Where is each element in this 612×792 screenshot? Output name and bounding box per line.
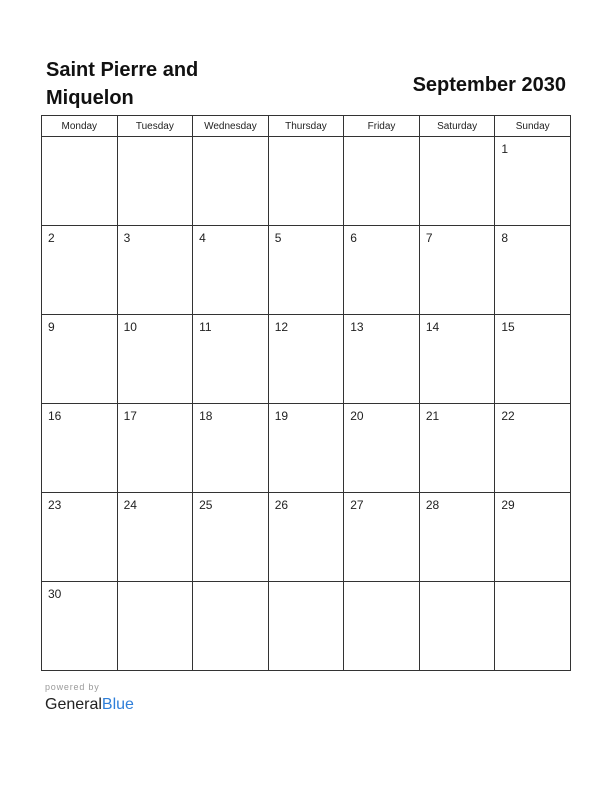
day-cell <box>42 582 118 671</box>
day-number: 22 <box>501 409 515 423</box>
day-number: 15 <box>501 320 515 334</box>
day-cell <box>495 137 571 226</box>
day-number: 29 <box>501 498 515 512</box>
day-number: 20 <box>350 409 364 423</box>
logo-general: General <box>45 696 102 713</box>
day-number: 25 <box>199 498 213 512</box>
day-number: 26 <box>274 498 289 512</box>
day-number: 23 <box>48 498 62 512</box>
day-cell <box>344 226 420 315</box>
day-number: 17 <box>123 409 137 423</box>
day-cell <box>419 582 495 671</box>
logo-blue: Blue <box>101 696 134 713</box>
day-cell <box>117 582 193 671</box>
day-number: 6 <box>350 231 357 245</box>
day-number: 11 <box>199 320 212 334</box>
day-cell <box>419 137 495 226</box>
footer <box>45 682 134 715</box>
day-number: 9 <box>48 320 55 334</box>
day-number <box>420 137 495 142</box>
day-cell <box>193 226 269 315</box>
day-cell <box>268 137 344 226</box>
day-cell <box>268 404 344 493</box>
day-cell <box>117 226 193 315</box>
day-cell <box>495 404 571 493</box>
day-cell <box>344 315 420 404</box>
day-cell <box>344 137 420 226</box>
day-cell <box>495 226 571 315</box>
week-row <box>42 582 571 671</box>
day-number: 3 <box>123 231 131 245</box>
day-cell <box>193 582 269 671</box>
weekday-tuesday: Tuesday <box>117 116 193 137</box>
day-cell <box>193 315 269 404</box>
day-number: 12 <box>274 320 289 334</box>
day-number <box>495 582 570 587</box>
day-number: 5 <box>274 231 282 245</box>
day-cell <box>193 493 269 582</box>
day-cell <box>268 582 344 671</box>
day-number: 24 <box>123 498 137 512</box>
day-number: 19 <box>274 409 289 423</box>
day-number <box>420 582 495 587</box>
day-cell <box>495 493 571 582</box>
day-number <box>193 137 268 142</box>
day-number: 7 <box>425 231 433 245</box>
day-cell <box>42 137 118 226</box>
day-number: 4 <box>199 231 206 245</box>
day-cell <box>42 493 118 582</box>
week-row <box>42 404 571 493</box>
day-cell <box>495 315 571 404</box>
day-cell <box>193 137 269 226</box>
day-cell <box>117 493 193 582</box>
weekday-thursday: Thursday <box>268 116 344 137</box>
weekday-sunday: Sunday <box>495 116 571 137</box>
day-cell <box>268 493 344 582</box>
day-number <box>42 137 117 142</box>
day-cell <box>495 582 571 671</box>
day-cell <box>419 226 495 315</box>
day-cell <box>344 404 420 493</box>
day-cell <box>42 315 118 404</box>
day-number: 28 <box>425 498 440 512</box>
week-row <box>42 493 571 582</box>
day-cell <box>42 226 118 315</box>
week-row <box>42 137 571 226</box>
day-number: 27 <box>350 498 364 512</box>
day-number <box>118 582 193 587</box>
day-cell <box>344 582 420 671</box>
day-cell <box>42 404 118 493</box>
day-cell <box>419 493 495 582</box>
weekday-header-row <box>42 116 571 137</box>
day-cell <box>117 315 193 404</box>
day-number <box>344 137 419 142</box>
weekday-friday: Friday <box>344 116 420 137</box>
weekday-wednesday: Wednesday <box>193 116 269 137</box>
day-number: 1 <box>501 142 509 156</box>
day-number: 18 <box>199 409 213 423</box>
powered-by-text: powered by <box>45 682 100 692</box>
day-number: 30 <box>48 587 62 601</box>
day-cell <box>193 404 269 493</box>
day-number <box>344 582 419 587</box>
day-number: 14 <box>425 320 440 334</box>
week-row <box>42 315 571 404</box>
day-number: 2 <box>48 231 55 245</box>
day-cell <box>117 404 193 493</box>
day-cell <box>117 137 193 226</box>
day-cell <box>344 493 420 582</box>
day-number: 13 <box>350 320 364 334</box>
generalblue-logo[interactable] <box>45 695 134 715</box>
calendar-grid <box>41 115 571 671</box>
day-number <box>269 137 344 142</box>
region-title: Saint Pierre and Miquelon <box>46 59 199 109</box>
day-cell <box>268 226 344 315</box>
weekday-monday: Monday <box>42 116 118 137</box>
week-row <box>42 226 571 315</box>
day-number: 8 <box>501 231 509 245</box>
day-number <box>118 137 193 142</box>
day-number: 16 <box>48 409 62 423</box>
day-cell <box>268 315 344 404</box>
day-number <box>269 582 344 587</box>
day-number: 10 <box>123 320 137 334</box>
month-title: September 2030 <box>412 74 566 96</box>
day-number: 21 <box>425 409 440 423</box>
day-cell <box>419 315 495 404</box>
day-cell <box>419 404 495 493</box>
weekday-saturday: Saturday <box>419 116 495 137</box>
day-number <box>193 582 268 587</box>
